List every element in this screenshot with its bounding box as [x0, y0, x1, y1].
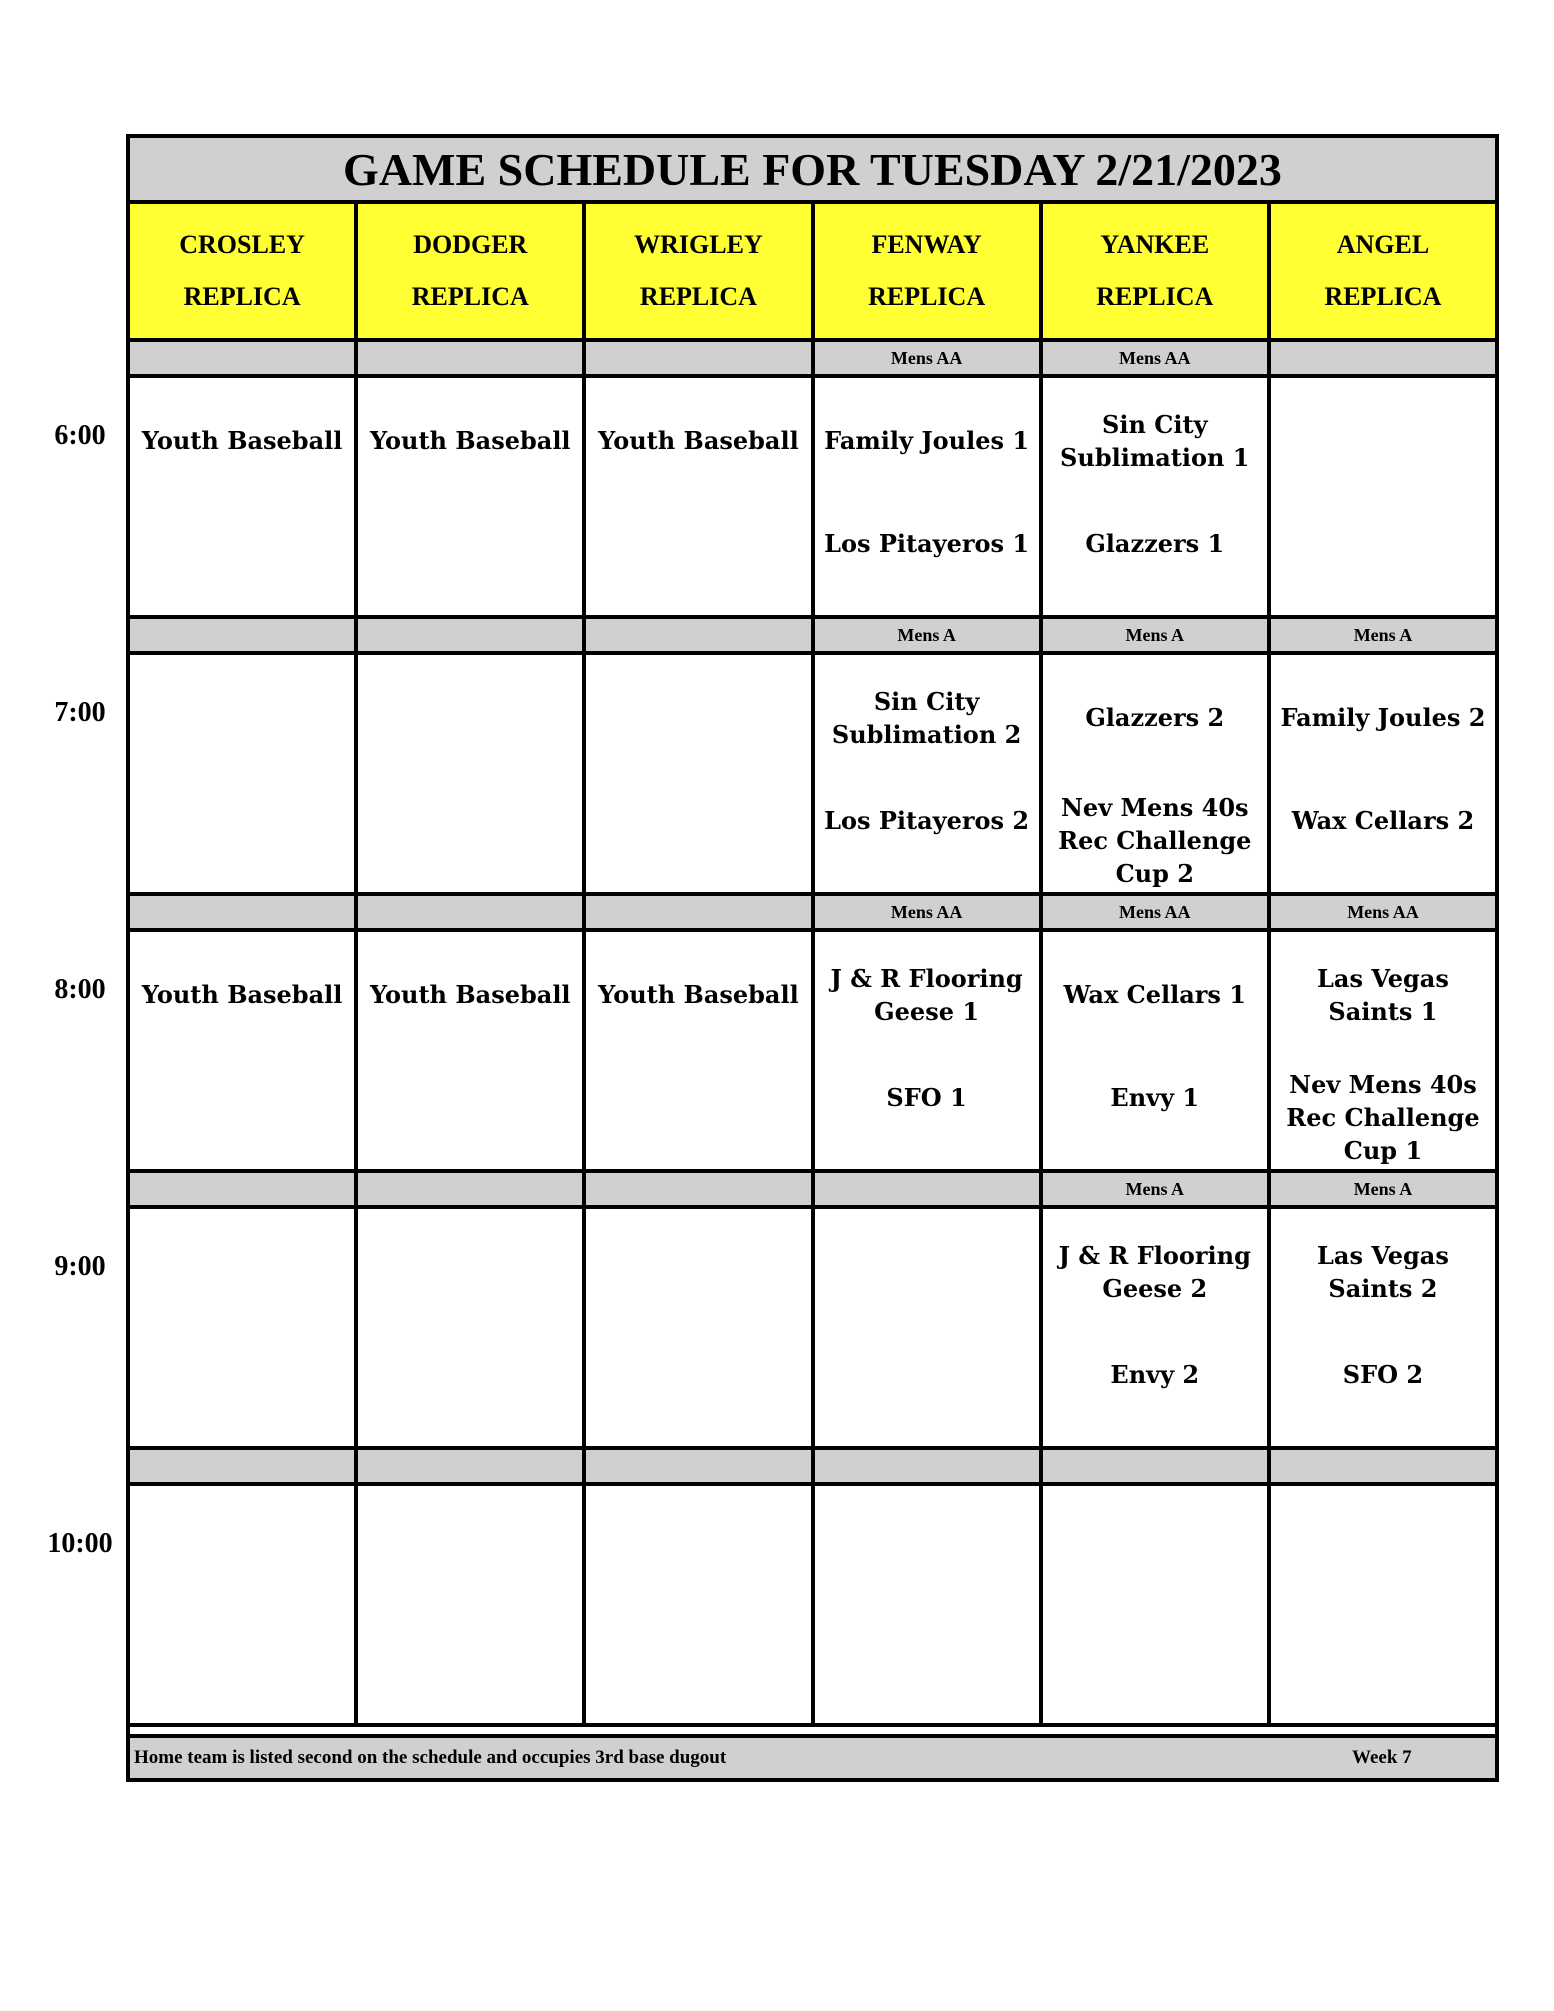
away-team: Wax Cellars 1	[1063, 980, 1246, 1009]
game-cell	[1271, 1486, 1495, 1723]
game-cell	[586, 1209, 814, 1446]
game-cell	[1271, 655, 1495, 892]
game-cell	[358, 1209, 586, 1446]
game-row	[130, 1209, 1495, 1450]
game-row	[130, 655, 1495, 896]
game-cell	[358, 655, 586, 892]
event-label: Youth Baseball	[369, 980, 571, 1009]
time-slot	[130, 1173, 1495, 1450]
venue-subtitle: REPLICA	[411, 282, 529, 311]
away-team: Glazzers 2	[1085, 703, 1225, 732]
game-row	[130, 1486, 1495, 1727]
division-row	[130, 1173, 1495, 1209]
division-label	[130, 1450, 358, 1482]
game-cell	[1043, 1486, 1271, 1723]
game-cell	[1043, 378, 1271, 615]
division-row	[130, 896, 1495, 932]
game-cell	[358, 378, 586, 615]
division-label: Mens A	[1043, 619, 1271, 651]
game-cell	[358, 932, 586, 1169]
venue-subtitle: REPLICA	[868, 282, 986, 311]
division-label: Mens A	[1271, 1173, 1495, 1205]
event-label: Youth Baseball	[598, 980, 799, 1009]
game-cell	[586, 932, 814, 1169]
game-cell	[1043, 1209, 1271, 1446]
week-label: Week 7	[1352, 1747, 1412, 1768]
division-label	[815, 1450, 1043, 1482]
time-label: 7:00	[54, 697, 106, 728]
game-cell	[815, 1209, 1043, 1446]
game-cell	[1271, 1209, 1495, 1446]
home-team: Nev Mens 40s Rec Challenge Cup 2	[1058, 793, 1252, 888]
game-row	[130, 378, 1495, 619]
time-slot	[130, 1450, 1495, 1727]
game-cell	[1043, 932, 1271, 1169]
time-label: 10:00	[47, 1528, 113, 1559]
division-label	[130, 896, 358, 928]
division-label: Mens AA	[815, 896, 1043, 928]
home-team: Wax Cellars 2	[1291, 806, 1475, 835]
away-team: Las Vegas Saints 2	[1317, 1241, 1449, 1303]
division-row	[130, 619, 1495, 655]
division-label	[358, 1173, 586, 1205]
game-cell	[130, 1209, 358, 1446]
home-team: SFO 1	[886, 1083, 967, 1112]
time-label: 6:00	[54, 420, 106, 451]
division-label	[358, 896, 586, 928]
venue-subtitle: REPLICA	[639, 282, 757, 311]
division-label	[586, 896, 814, 928]
venue-header	[358, 204, 586, 338]
division-label	[358, 342, 586, 374]
schedule-title: GAME SCHEDULE FOR TUESDAY 2/21/2023	[130, 138, 1495, 204]
division-label	[586, 342, 814, 374]
schedule-sheet	[126, 134, 1499, 1782]
time-label: 9:00	[54, 1251, 106, 1282]
division-label	[1271, 342, 1495, 374]
time-slot	[130, 896, 1495, 1173]
venue-name: ANGEL	[1336, 230, 1430, 259]
division-row	[130, 1450, 1495, 1486]
away-team: Las Vegas Saints 1	[1317, 964, 1449, 1026]
venue-header-row	[130, 204, 1495, 342]
venue-name: YANKEE	[1100, 230, 1210, 259]
venue-header	[586, 204, 814, 338]
game-cell	[586, 655, 814, 892]
venue-header	[130, 204, 358, 338]
home-team: Nev Mens 40s Rec Challenge Cup 1	[1286, 1070, 1480, 1165]
division-row	[130, 342, 1495, 378]
division-label	[586, 1173, 814, 1205]
home-team: Envy 1	[1110, 1083, 1200, 1112]
schedule-footer	[130, 1734, 1495, 1778]
game-cell	[815, 932, 1043, 1169]
division-label: Mens AA	[1043, 896, 1271, 928]
venue-subtitle: REPLICA	[183, 282, 301, 311]
game-cell	[130, 378, 358, 615]
event-label: Youth Baseball	[598, 426, 799, 455]
home-team: Los Pitayeros 1	[824, 529, 1030, 558]
away-team: Family Joules 1	[824, 426, 1030, 455]
division-label: Mens A	[1271, 619, 1495, 651]
away-team: Sin City Sublimation 1	[1060, 410, 1250, 472]
division-label	[1043, 1450, 1271, 1482]
time-label: 8:00	[54, 974, 106, 1005]
division-label: Mens A	[815, 619, 1043, 651]
game-cell	[1271, 932, 1495, 1169]
event-label: Youth Baseball	[141, 426, 343, 455]
home-team: SFO 2	[1342, 1360, 1424, 1389]
away-team: Family Joules 2	[1280, 703, 1486, 732]
game-cell	[1271, 378, 1495, 615]
event-label: Youth Baseball	[369, 426, 571, 455]
game-cell	[586, 378, 814, 615]
division-label	[815, 1173, 1043, 1205]
division-label	[1271, 1450, 1495, 1482]
division-label: Mens AA	[1043, 342, 1271, 374]
game-cell	[130, 655, 358, 892]
venue-name: DODGER	[413, 230, 528, 259]
home-team: Envy 2	[1110, 1360, 1200, 1389]
venue-name: FENWAY	[871, 230, 982, 259]
away-team: Sin City Sublimation 2	[831, 687, 1022, 749]
game-cell	[815, 378, 1043, 615]
game-cell	[130, 932, 358, 1169]
division-label	[130, 619, 358, 651]
game-row	[130, 932, 1495, 1173]
division-label: Mens AA	[1271, 896, 1495, 928]
division-label	[358, 619, 586, 651]
home-team: Los Pitayeros 2	[824, 806, 1030, 835]
venue-header	[815, 204, 1043, 338]
division-label	[358, 1450, 586, 1482]
venue-name: WRIGLEY	[634, 230, 763, 259]
game-cell	[815, 1486, 1043, 1723]
game-cell	[586, 1486, 814, 1723]
division-label	[586, 1450, 814, 1482]
game-cell	[815, 655, 1043, 892]
venue-header	[1043, 204, 1271, 338]
away-team: J & R Flooring Geese 2	[1058, 1241, 1251, 1303]
game-cell	[1043, 655, 1271, 892]
venue-subtitle: REPLICA	[1324, 282, 1442, 311]
footer-note: Home team is listed second on the schedule and occupies 3rd base dugout	[134, 1747, 727, 1768]
time-slot	[130, 619, 1495, 896]
venue-header	[1271, 204, 1495, 338]
venue-name: CROSLEY	[179, 230, 305, 259]
game-cell	[358, 1486, 586, 1723]
division-label: Mens A	[1043, 1173, 1271, 1205]
time-slot	[130, 342, 1495, 619]
division-label: Mens AA	[815, 342, 1043, 374]
venue-subtitle: REPLICA	[1096, 282, 1214, 311]
game-cell	[130, 1486, 358, 1723]
event-label: Youth Baseball	[141, 980, 343, 1009]
division-label	[130, 342, 358, 374]
division-label	[130, 1173, 358, 1205]
away-team: J & R Flooring Geese 1	[830, 964, 1023, 1026]
home-team: Glazzers 1	[1085, 529, 1225, 558]
division-label	[586, 619, 814, 651]
